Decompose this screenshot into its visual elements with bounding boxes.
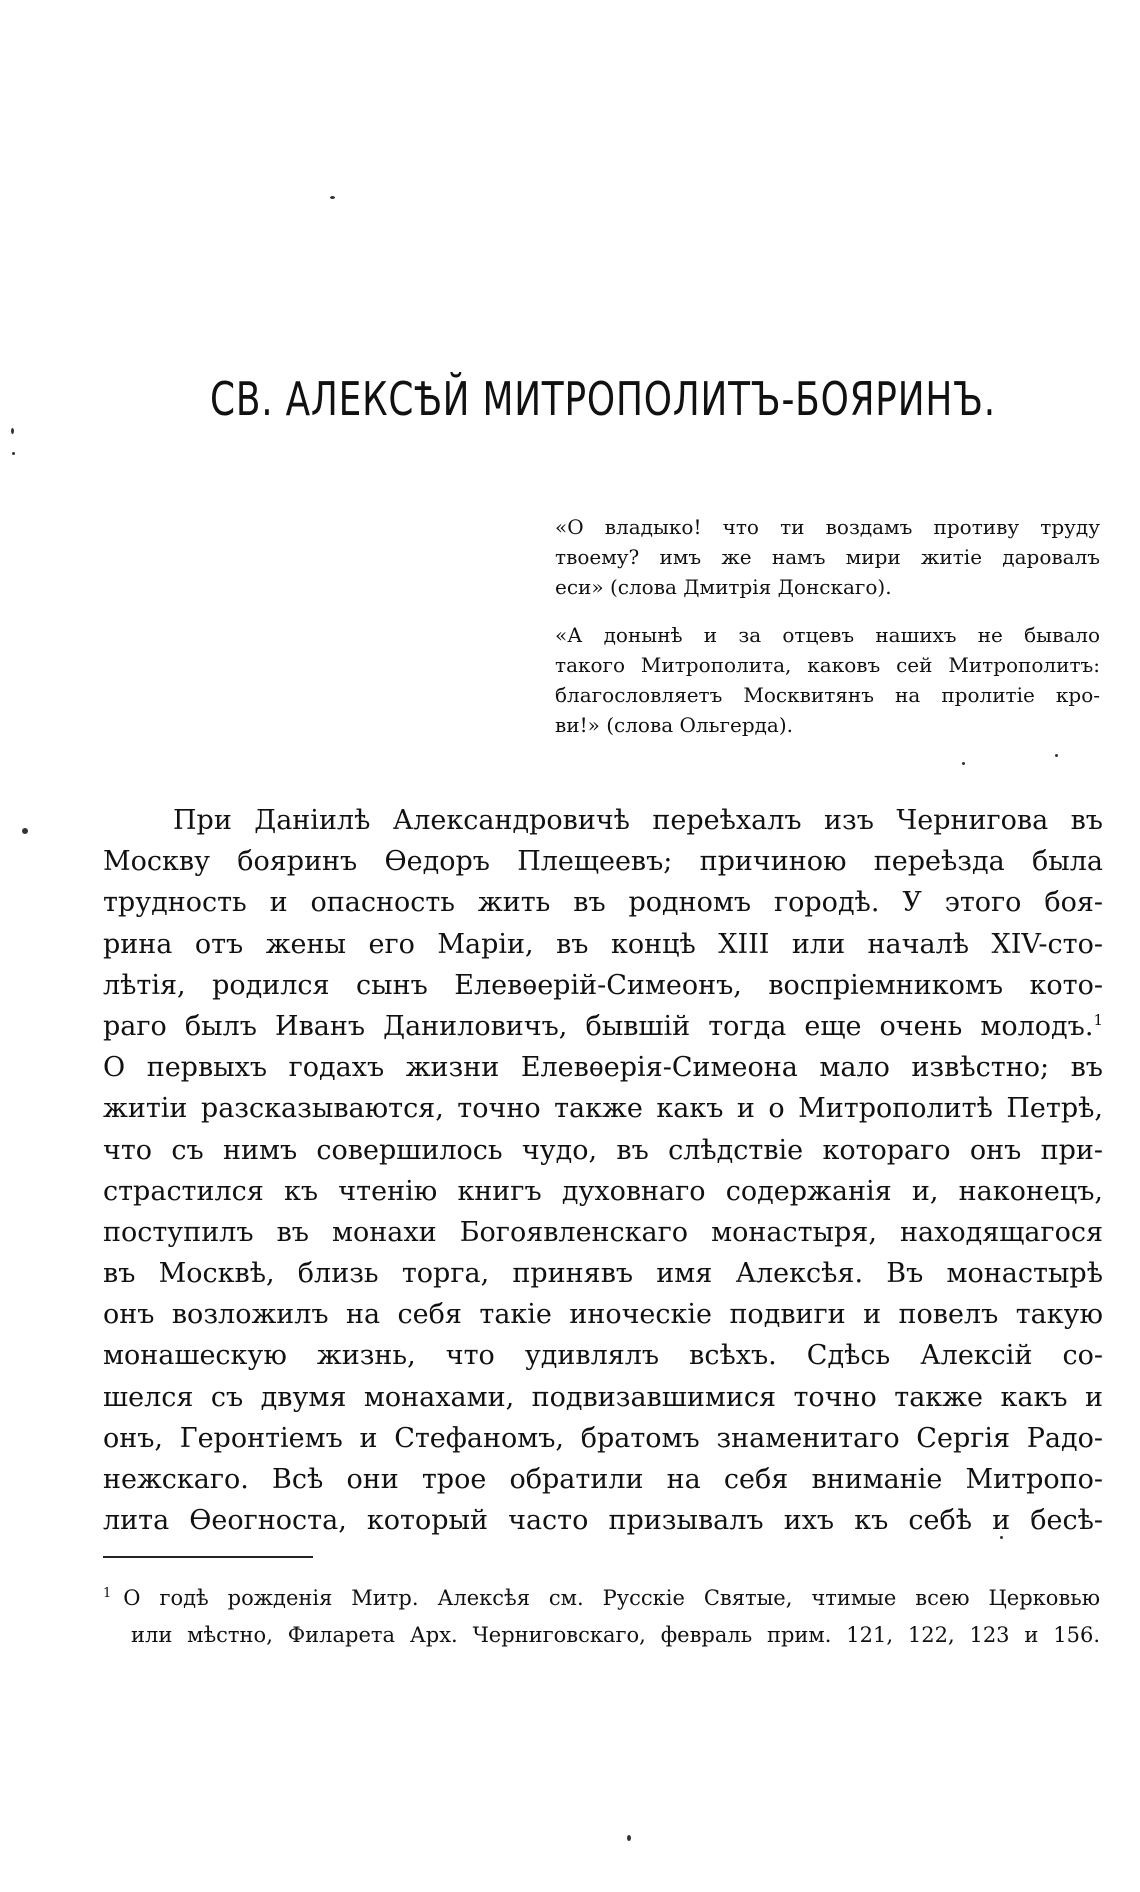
chapter-title: СВ. АЛЕКСѢЙ МИТРОПОЛИТЪ-БОЯРИНЪ.	[210, 372, 996, 426]
epigraph-line: благословляетъ Москвитянъ на пролитіе кро-	[555, 683, 1100, 707]
epigraph-line: «А донынѣ и за отцевъ нашихъ не бывало	[555, 623, 1100, 647]
scan-speck	[22, 828, 28, 834]
body-line: страстился къ чтенію книгъ духовнаго содержанія и, наконецъ,	[103, 1175, 1103, 1207]
body-line: шелся съ двумя монахами, подвизавшимися точно также какъ и	[103, 1381, 1103, 1413]
epigraph-olgerd	[555, 620, 1100, 740]
footnote-mark: 1	[103, 1586, 112, 1601]
body-line: трудность и опасность жить въ родномъ городѣ. У этого боя-	[103, 887, 1103, 919]
footnote	[103, 1580, 1100, 1654]
body-line: рина отъ жены его Маріи, въ концѣ XIII или началѣ XIV-сто-	[103, 928, 1103, 960]
epigraphs	[555, 512, 1100, 758]
footnote-line	[103, 1580, 1100, 1617]
body-line: При Даніилѣ Александровичѣ переѣхалъ изъ Чернигова въ	[173, 805, 1103, 836]
body-line: Москву бояринъ Ѳедоръ Плещеевъ; причиною переѣзда была	[103, 846, 1103, 878]
scan-speck	[1000, 1536, 1003, 1539]
scan-speck	[1055, 754, 1058, 757]
scan-speck	[11, 428, 14, 434]
scan-speck	[12, 452, 15, 455]
body-line: монашескую жизнь, что удивлялъ всѣхъ. Сдѣсь Алексій со-	[103, 1340, 1103, 1372]
body-paragraph	[103, 800, 1103, 1541]
body-line: О первыхъ годахъ жизни Елевѳерія-Симеона мало извѣстно; въ	[103, 1052, 1103, 1084]
body-line: онъ, Геронтіемъ и Стефаномъ, братомъ знаменитаго Сергія Радо-	[103, 1422, 1103, 1454]
scan-speck	[330, 196, 335, 199]
body-line: нежскаго. Всѣ они трое обратили на себя вниманіе Митропо-	[103, 1464, 1103, 1495]
epigraph-line: «О владыко! что ти воздамъ противу труду	[555, 515, 1100, 539]
footnote-text: О годѣ рожденія Митр. Алексѣя см. Русскіе Святые, чтимые всею Церковью	[123, 1586, 1100, 1610]
body-line-with-footnote	[103, 1006, 1103, 1047]
body-line: житіи разсказываются, точно также какъ и о Митрополитѣ Петрѣ,	[103, 1093, 1103, 1125]
footnote-line: или мѣстно, Филарета Арх. Черниговскаго, февраль прим. 121, 122, 123 и 156.	[131, 1623, 1100, 1647]
footnote-reference: 1	[1093, 1010, 1103, 1029]
epigraph-line: такого Митрополита, каковъ сей Митрополитъ:	[555, 653, 1100, 677]
epigraph-donskoy	[555, 512, 1100, 602]
scan-speck	[627, 1835, 631, 1841]
body-line: онъ возложилъ на себя такіе иноческіе подвиги и повелъ такую	[103, 1299, 1103, 1331]
body-line: лита Ѳеогноста, который часто призывалъ ихъ къ себѣ и бесѣ-	[103, 1505, 1103, 1537]
epigraph-line: еси» (слова Дмитрія Донскаго).	[555, 575, 892, 599]
body-line: лѣтія, родился сынъ Елевѳерій-Симеонъ, воспріемникомъ кото-	[103, 969, 1103, 1001]
body-line: поступилъ въ монахи Богоявленскаго монастыря, находящагося	[103, 1216, 1103, 1248]
body-line-text: раго былъ Иванъ Даниловичъ, бывшій тогда еще очень молодъ.	[103, 1010, 1094, 1042]
body-line: въ Москвѣ, близь торга, принявъ имя Алексѣя. Въ монастырѣ	[103, 1258, 1103, 1290]
body-line: что съ нимъ совершилось чудо, въ слѣдствіе котораго онъ при-	[103, 1134, 1103, 1166]
epigraph-line: ви!» (слова Ольгерда).	[555, 713, 794, 737]
scan-speck	[962, 762, 965, 765]
epigraph-line: твоему? имъ же намъ мири житіе даровалъ	[555, 545, 1100, 569]
footnote-divider	[103, 1556, 313, 1558]
